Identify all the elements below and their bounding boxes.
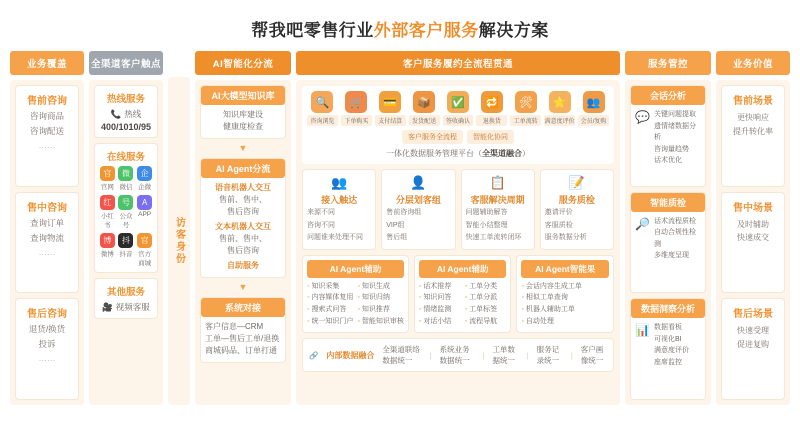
agent-col [357, 281, 403, 329]
journey-step-label: 下单购买 [341, 115, 372, 126]
control-body [635, 322, 701, 368]
phone-icon: 📞 [110, 108, 122, 119]
journey-tags [307, 130, 609, 144]
journey-step-label: 支付结算 [375, 115, 406, 126]
column-visitor-identity [168, 51, 190, 405]
title-prefix: 帮我吧零售行业 [251, 21, 374, 40]
online-card[interactable] [94, 143, 158, 273]
agent-item: ◦ 会话内容生成工单 [521, 281, 609, 293]
agent-block-title: AI Agent辅助 [419, 260, 507, 278]
agent-item: ◦ 智能知识审核 [357, 316, 403, 328]
journey-tag: 智能化协同 [467, 130, 514, 144]
ai-header: AI智能化分流 [195, 51, 291, 75]
stage-title: 服务质检 [558, 195, 595, 205]
control-line: 座席监控 [653, 358, 682, 366]
data-fusion-item: 工单数据统一 [492, 345, 515, 366]
coverage-card-dots: …… [38, 353, 56, 364]
agent-item: ◦ 机器人辅助工单 [521, 304, 609, 316]
online-title: 在线服务 [106, 152, 145, 163]
stage-line: VIP组 [386, 221, 405, 229]
package-icon: 📦 [413, 91, 435, 113]
channel-label: 官网 [100, 184, 114, 191]
members-icon: 👥 [583, 91, 605, 113]
coverage-header: 业务覆盖 [10, 51, 84, 75]
hotline-number: 400/1010/95 [100, 122, 152, 132]
journey-step-label: 会员/复购 [578, 115, 609, 126]
control-block-title: 会话分析 [631, 86, 705, 105]
agent-block-title: AI Agent辅助 [307, 260, 404, 278]
main-panel [296, 80, 620, 405]
agent-group-line: 售后咨询 [227, 207, 259, 216]
control-block[interactable] [630, 192, 706, 294]
value-header: 业务价值 [716, 51, 790, 75]
channel-item[interactable] [99, 195, 116, 229]
control-block[interactable] [630, 85, 706, 187]
data-fusion-item: 客户画像统一 [580, 345, 604, 366]
page-title [0, 0, 800, 41]
kb-line: 健康度检查 [223, 122, 263, 131]
control-line: 满意度评价 [653, 347, 689, 355]
channel-item[interactable] [99, 233, 116, 267]
control-line: 关键问题提取 [653, 111, 696, 118]
control-block-title: 智能质检 [631, 193, 705, 212]
coverage-card[interactable] [15, 192, 79, 294]
agent-item: ◦ 流程导航 [465, 316, 507, 328]
ai-knowledge-base[interactable] [200, 85, 286, 139]
caption-bold: 全渠道融合 [482, 149, 522, 158]
agent-block[interactable] [302, 255, 409, 334]
column-main-process [296, 51, 620, 405]
agent-item: ◦ 情绪监测 [419, 304, 461, 316]
main-header: 客户服务履约全流程贯通 [296, 51, 620, 75]
column-service-control [625, 51, 711, 405]
data-fusion-title: 内部数据融合 [326, 350, 375, 360]
微博-icon: 博 [100, 233, 115, 248]
control-header: 服务管控 [625, 51, 711, 75]
column-touchpoints [89, 51, 163, 405]
agent-block-cols [521, 281, 609, 329]
channel-item[interactable] [118, 195, 135, 229]
clipboard-icon: 📋 [489, 175, 506, 190]
data-fusion-icon: 🔗 [309, 350, 319, 360]
hotline-card[interactable] [94, 85, 158, 138]
公众号-icon: 号 [118, 195, 133, 210]
app-icon: A [137, 195, 152, 210]
agent-item: ◦ 工单标签 [465, 304, 507, 316]
control-line: 可视化BI [653, 335, 682, 343]
stage-card[interactable] [540, 169, 614, 250]
stage-line: 来源不同 [307, 209, 335, 216]
caption-prefix: 一体化数据服务管理平台（ [386, 149, 482, 158]
channel-item[interactable] [136, 195, 153, 229]
journey-step-label: 咨询浏览 [307, 115, 338, 126]
journey-step-label: 签收确认 [443, 115, 474, 126]
system-title: 系统对接 [201, 298, 285, 317]
agent-block[interactable] [414, 255, 512, 334]
journey-step[interactable] [375, 91, 406, 126]
visitor-identity-label: 访客身份 [168, 77, 190, 405]
agent-item: ◦ 相似工单查询 [521, 292, 609, 304]
channel-label: 小红书 [100, 213, 114, 229]
抖音-icon: 抖 [118, 233, 133, 248]
stage-title: 分层划客组 [395, 195, 441, 205]
stage-line: 售前咨询组 [386, 209, 422, 216]
agent-group-title: 语音机器人交互 [215, 183, 271, 192]
column-business-value [716, 51, 790, 405]
payment-icon: 💳 [379, 91, 401, 113]
other-service-card[interactable] [94, 278, 158, 319]
divider: | [570, 350, 573, 360]
value-card[interactable] [721, 298, 785, 400]
journey-step[interactable] [578, 91, 609, 126]
touchpoints-header: 全渠道客户触点 [89, 51, 163, 75]
arrow-down-icon: ▼ [238, 282, 248, 292]
stage-line: 问题谁来处理不同 [307, 234, 363, 241]
coverage-card-title: 售前咨询 [27, 96, 67, 107]
hotline-row [99, 108, 153, 120]
stage-title: 客服解决周期 [470, 195, 525, 205]
coverage-card-line: 查询物流 [29, 232, 64, 243]
chat-icon: 💬 [635, 110, 650, 124]
column-business-coverage [10, 51, 84, 405]
hotline-label: 热线 [124, 109, 142, 119]
value-card-line: 快速受理 [737, 326, 769, 336]
control-line: 数据看板 [653, 324, 682, 332]
stage-title: 接入触达 [321, 195, 358, 205]
企微-icon: 企 [137, 166, 152, 181]
agent-block-title: AI Agent智能果 [521, 260, 609, 278]
agent-group-title: 自助服务 [227, 261, 259, 270]
journey-step-label: 工单流转 [510, 115, 541, 126]
channel-label: 公众号 [119, 213, 133, 229]
value-card-line: 促进复购 [737, 339, 769, 349]
channel-label: 官方商城 [138, 251, 152, 267]
channel-item[interactable] [136, 166, 153, 191]
stage-line: 售后组 [386, 234, 408, 241]
hotline-title: 热线服务 [106, 94, 145, 105]
agent-item: ◦ 工单分类 [465, 281, 507, 293]
value-panel [716, 80, 790, 405]
coverage-card-dots: …… [38, 246, 56, 257]
data-fusion-item: 全渠道联络数据统一 [382, 345, 420, 366]
value-card-line: 快速成交 [737, 233, 769, 243]
coverage-card[interactable] [15, 85, 79, 187]
magnifier-icon: 🔎 [635, 216, 650, 231]
value-card-title: 售前场景 [733, 96, 773, 107]
agent-col [521, 281, 609, 329]
value-card[interactable] [721, 192, 785, 294]
journey-strip [302, 86, 614, 164]
agent-group-line: 售后咨询 [227, 246, 259, 255]
value-card-title: 售后场景 [733, 309, 773, 321]
diagram-board [0, 41, 800, 413]
people-icon: 👥 [331, 175, 348, 190]
agent-group-title: 文本机器人交互 [215, 222, 271, 231]
agent-item: ◦ 工单分派 [465, 292, 507, 304]
data-fusion-bar [302, 338, 614, 372]
journey-step[interactable] [341, 91, 372, 126]
data-fusion-item: 系统业务数据统一 [439, 345, 470, 366]
caption-suffix: ） [522, 149, 530, 158]
journey-step[interactable] [510, 91, 541, 126]
agent-item: ◦ 知识采集 [307, 281, 353, 293]
control-lines [654, 216, 701, 262]
journey-step[interactable] [307, 91, 338, 126]
value-card-line: 提升转化率 [733, 126, 773, 136]
divider: | [526, 350, 529, 360]
channel-item[interactable] [136, 233, 153, 267]
stage-card[interactable] [381, 169, 455, 250]
agent-block-cols [307, 281, 404, 329]
value-card[interactable] [721, 85, 785, 187]
service-stage-cards [302, 169, 614, 250]
journey-steps [307, 91, 609, 126]
check-icon: ✅ [447, 91, 469, 113]
journey-step[interactable] [443, 91, 474, 126]
control-block-title: 数据洞察分析 [631, 299, 705, 318]
coverage-card-line: 咨询商品 [29, 111, 64, 121]
agent-col [465, 281, 507, 329]
coverage-card-title: 售中咨询 [27, 202, 67, 214]
agent-item: ◦ 内容媒体复用 [307, 292, 353, 304]
stage-card[interactable] [461, 169, 535, 250]
control-lines [654, 322, 689, 368]
stage-line: 客服质检 [544, 221, 573, 229]
coverage-card[interactable] [15, 298, 79, 400]
coverage-card-title: 售后咨询 [27, 309, 67, 321]
ai-agent-routing[interactable] [200, 158, 286, 278]
control-line: 咨询量趋势 [653, 145, 689, 153]
agent-block[interactable] [516, 255, 614, 334]
channel-label: 微博 [100, 251, 114, 258]
channel-item[interactable] [118, 166, 135, 191]
coverage-card-line: 投诉 [38, 339, 56, 350]
agent-col [307, 281, 353, 329]
control-line: 自动合规性检测 [653, 229, 696, 248]
control-body [635, 216, 701, 262]
agent-item: ◦ 知识推荐 [357, 304, 403, 316]
control-panel [625, 80, 711, 405]
video-icon: 🎥 [102, 301, 113, 312]
stage-line: 邀请评价 [544, 209, 573, 216]
star-icon: ⭐ [549, 91, 571, 113]
system-line: 工单—售后工单/退换 [205, 334, 280, 343]
value-card-line: 更快响应 [737, 113, 769, 122]
journey-caption [307, 148, 609, 159]
agent-item: ◦ 话术推荐 [419, 281, 461, 293]
control-block[interactable] [630, 298, 706, 400]
agent-item: ◦ 对话小结 [419, 316, 461, 328]
channel-label: 抖音 [119, 251, 133, 258]
touchpoints-panel [89, 80, 163, 405]
title-highlight: 外部客户服务 [373, 21, 479, 40]
control-line: 话术优化 [653, 157, 682, 165]
system-line: 客户信息—CRM [205, 322, 264, 331]
channel-label: 企微 [138, 184, 152, 191]
divider: | [482, 350, 485, 360]
channel-item[interactable] [99, 166, 116, 191]
return-icon: 🔁 [481, 91, 503, 113]
coverage-card-dots: …… [38, 140, 56, 150]
官网-icon: 官 [100, 166, 115, 181]
journey-step[interactable] [409, 91, 440, 126]
stage-card[interactable] [302, 169, 376, 250]
官方商城-icon: 官 [137, 233, 152, 248]
other-service-line: 视频客服 [115, 302, 150, 312]
system-line: 商城码品、订单打通 [205, 346, 277, 355]
ai-panel [195, 80, 291, 405]
ticket-icon: 🛠 [515, 91, 537, 113]
coverage-card-line: 查询订单 [29, 217, 64, 228]
other-service-title: 其他服务 [106, 287, 145, 298]
control-line: 话术流程质检 [653, 217, 696, 225]
agent-assist-blocks [302, 255, 614, 334]
data-fusion-item: 服务记录统一 [536, 345, 560, 366]
agent-group-line: 售前、售中、 [219, 195, 267, 204]
journey-step[interactable] [476, 91, 507, 126]
note-icon: 📝 [568, 175, 585, 190]
agent-item: ◦ 自动处理 [521, 316, 609, 328]
channel-item[interactable] [118, 233, 135, 267]
value-card-line: 及时辅助 [737, 219, 769, 229]
agent-block-cols [419, 281, 507, 329]
journey-tag: 客户服务全流程 [402, 130, 463, 144]
column-ai-routing [195, 51, 291, 405]
journey-step-label: 发货配送 [409, 115, 440, 126]
journey-step-label: 满意度评价 [544, 115, 575, 126]
cart-icon: 🛒 [345, 91, 367, 113]
value-card-title: 售中场景 [733, 202, 773, 214]
channel-icon-grid [99, 166, 153, 267]
agent-item: ◦ 统一知识门户 [307, 316, 353, 328]
channel-label: APP [138, 211, 152, 218]
coverage-card-line: 咨询配送 [29, 126, 64, 136]
kb-title: AI大模型知识库 [201, 86, 285, 105]
小红书-icon: 红 [100, 195, 115, 210]
agent-item: ◦ 知识问答 [419, 292, 461, 304]
search-icon: 🔍 [311, 91, 333, 113]
coverage-card-line: 退货/换货 [28, 324, 66, 335]
chart-icon: 📊 [635, 323, 650, 338]
agent-routing-title: AI Agent分流 [201, 159, 285, 178]
divider: | [429, 350, 432, 360]
person-icon: 👤 [410, 175, 427, 190]
ai-system-integration[interactable] [200, 297, 286, 363]
control-line: 遗情绪数据分析 [653, 122, 696, 142]
journey-step-label: 退换货 [476, 115, 507, 126]
微信-icon: 微 [118, 166, 133, 181]
agent-group-line: 售前、售中、 [219, 234, 267, 243]
stage-line: 快速工单流转闭环 [465, 234, 522, 241]
coverage-panel [10, 80, 84, 405]
kb-line: 知识库建设 [223, 110, 263, 119]
stage-line: 咨询不同 [307, 221, 335, 229]
stage-line: 问题辅助解答 [465, 209, 508, 216]
arrow-down-icon: ▼ [238, 143, 248, 153]
agent-col [419, 281, 461, 329]
control-body [635, 109, 701, 167]
agent-item: ◦ 知识生成 [357, 281, 403, 293]
stage-line: 服务数据分析 [544, 234, 587, 241]
title-suffix: 解决方案 [478, 21, 549, 40]
control-line: 多维度呈现 [653, 252, 689, 260]
other-service-row [99, 301, 153, 313]
control-lines [654, 109, 701, 167]
journey-step[interactable] [544, 91, 575, 126]
agent-item: ◦ 搜索式问答 [307, 304, 353, 316]
stage-line: 智能小结整理 [465, 221, 508, 229]
channel-label: 微信 [119, 184, 133, 191]
agent-item: ◦ 知识归纳 [357, 292, 403, 304]
